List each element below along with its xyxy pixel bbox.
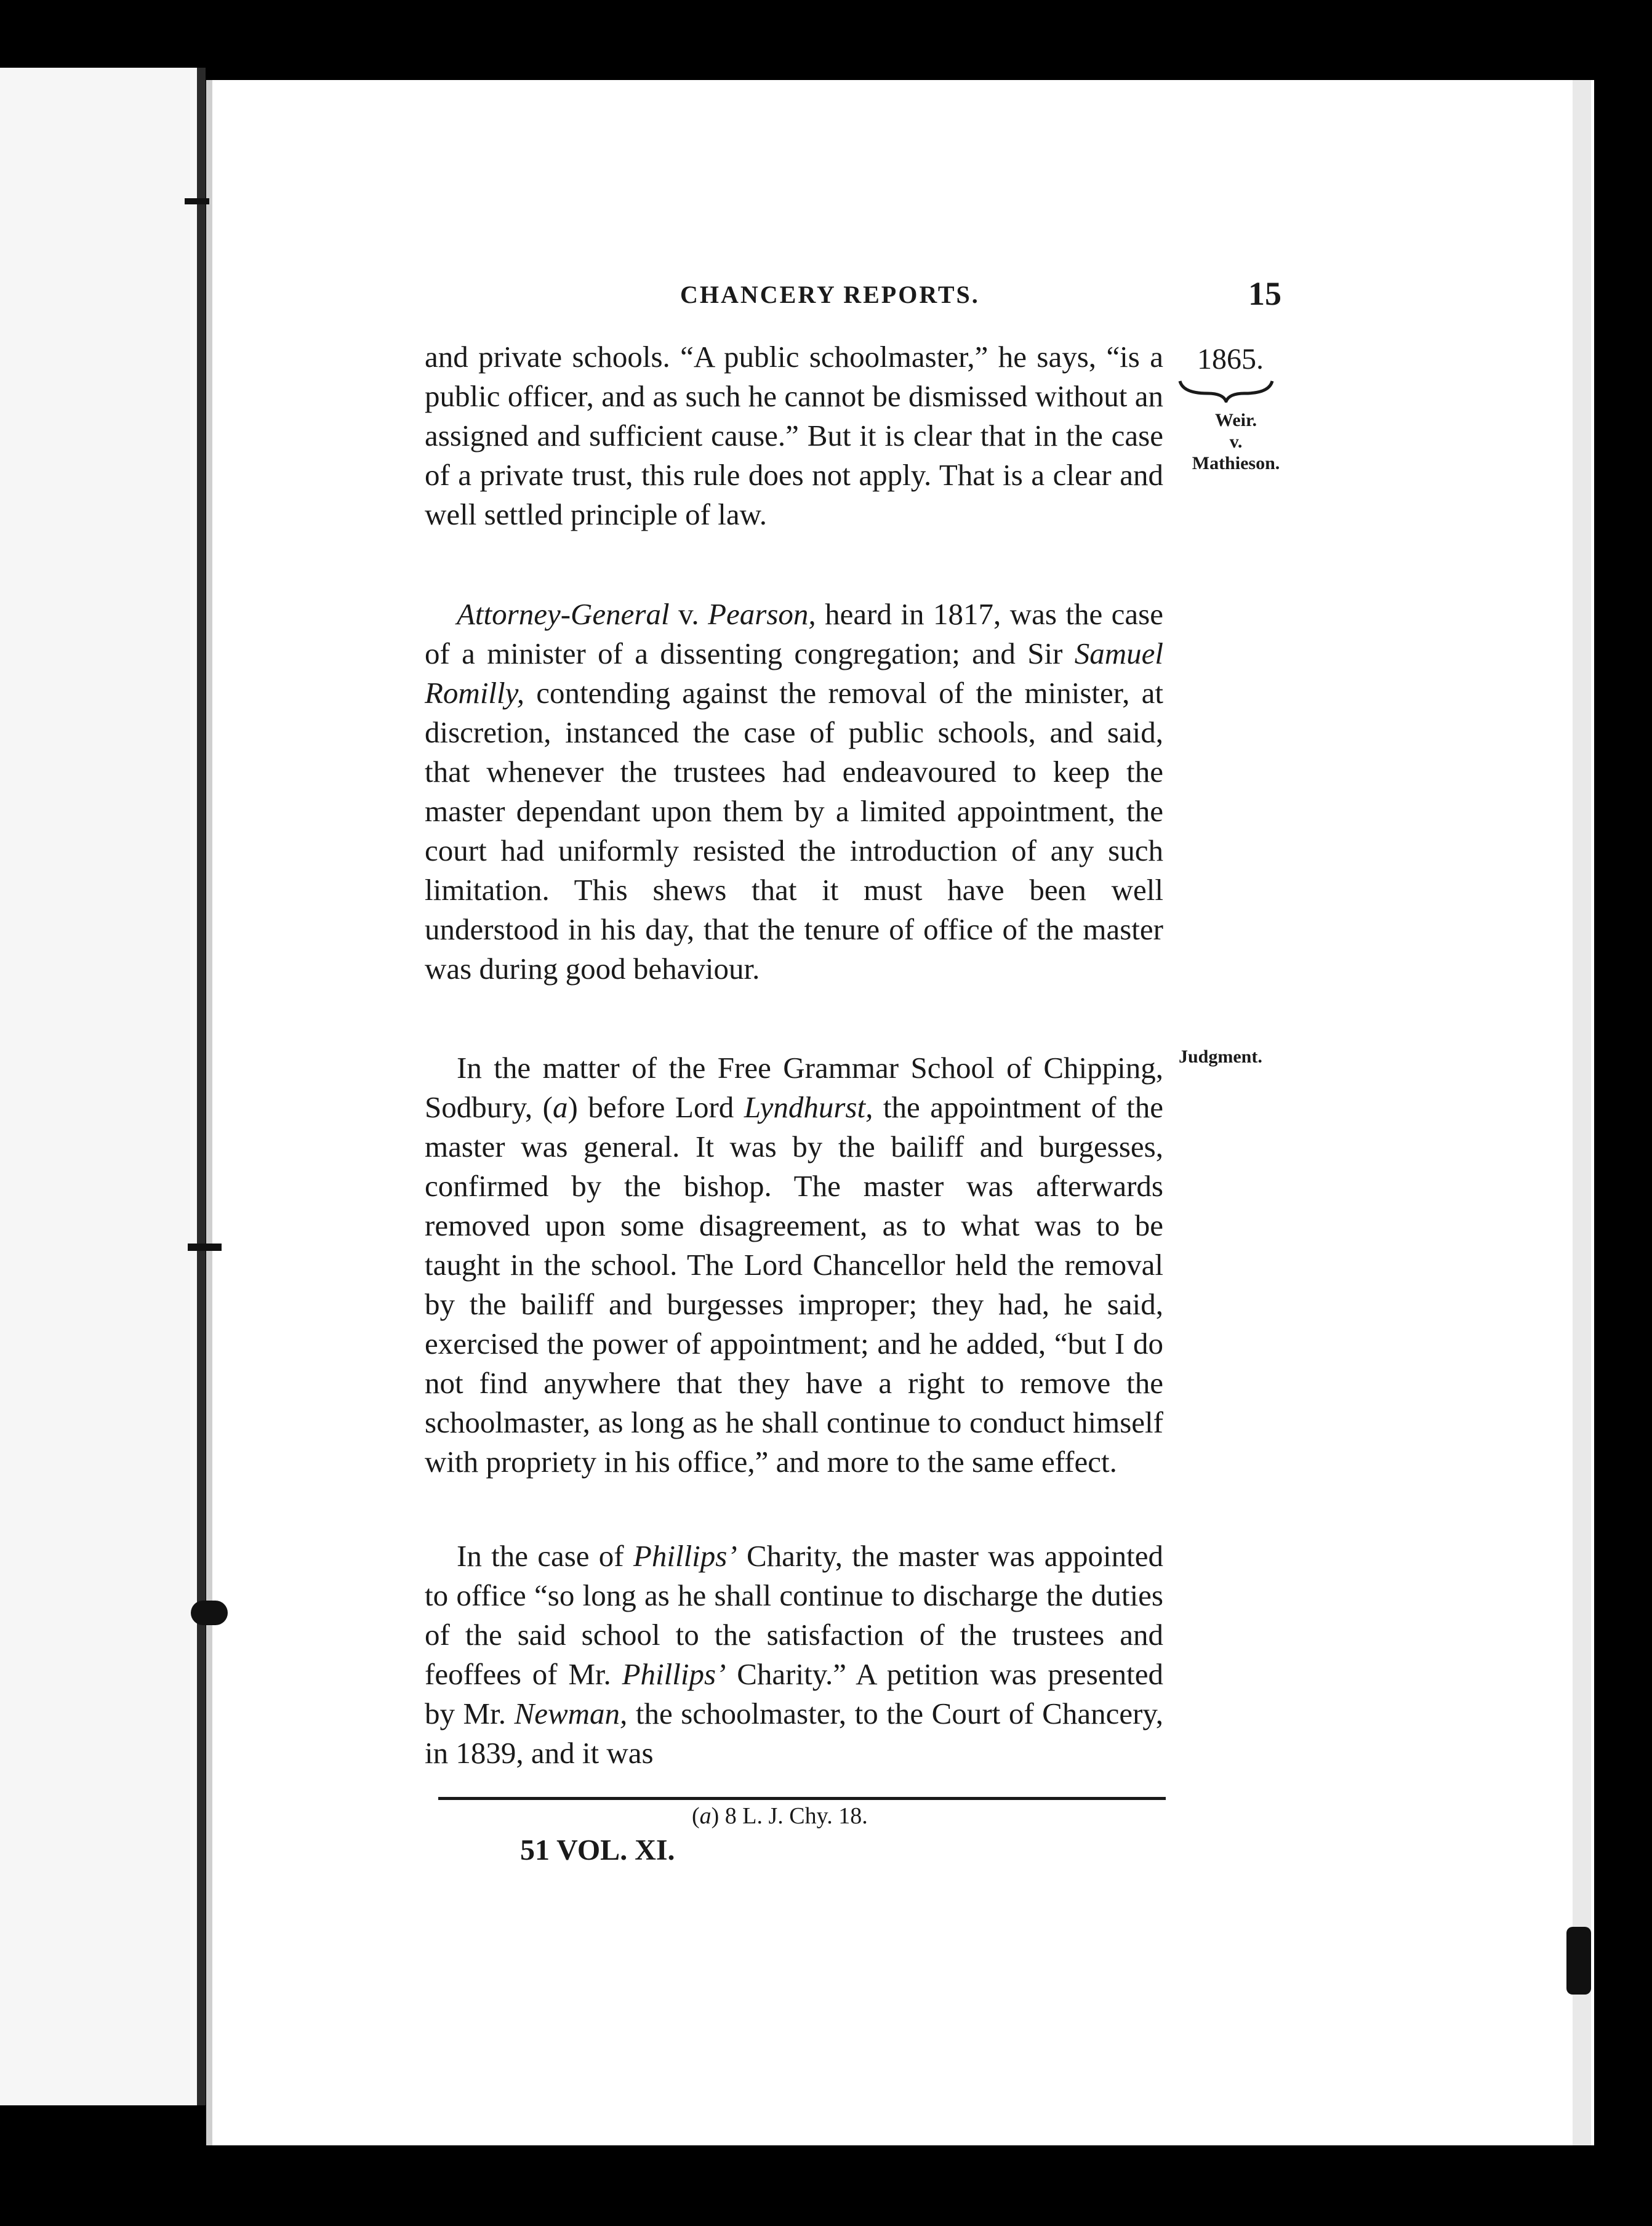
signature-mark: 51 VOL. XI. xyxy=(520,1834,675,1866)
running-header: CHANCERY REPORTS. xyxy=(680,281,980,308)
paragraph-3-run: a xyxy=(553,1090,568,1124)
scan-mark xyxy=(191,1601,228,1625)
paragraph-2-run: v. xyxy=(669,597,708,631)
case-parties xyxy=(1174,409,1297,474)
paragraph-4-run: Charity.” A petition was presented by Mr. xyxy=(425,1657,1163,1730)
footnote-rule xyxy=(438,1797,1166,1800)
party-1: Weir. xyxy=(1214,410,1257,430)
paragraph-4-run: Phillips’ xyxy=(622,1657,726,1691)
paragraph-2 xyxy=(425,595,1163,989)
page-right-edge xyxy=(1573,80,1591,2145)
paragraph-4-run: Newman, xyxy=(514,1697,628,1730)
paragraph-3-run: ) before Lord xyxy=(567,1090,744,1124)
paragraph-1 xyxy=(425,337,1163,534)
margin-year: 1865. xyxy=(1197,343,1264,376)
scan-mark xyxy=(1566,1927,1591,1995)
paragraph-2-run: Pearson, xyxy=(708,597,816,631)
paragraph-2-run: heard in 1817, was the case of a minister of a dissenting congregation; and Sir xyxy=(425,597,1163,670)
footnote xyxy=(692,1802,868,1830)
paragraph-2-run: contending against the removal of the minister, at discretion, instanced the case of public schools, and said, that whenever the trustees had endeavoured to keep the master dependant upon them by a limited appointment, the court had uniformly resisted the introduction of any such limitation. This shews that it must have been well understood in his day, that the tenure of office of the master was during good behaviour. xyxy=(425,676,1163,986)
judgment-label: Judgment. xyxy=(1179,1047,1262,1067)
party-2: Mathieson. xyxy=(1192,453,1280,473)
paragraph-4-run: Phillips’ xyxy=(633,1539,737,1573)
scan-mark xyxy=(185,198,209,204)
scan-mark xyxy=(188,1244,222,1251)
paragraph-4-run: the schoolmaster, to the Court of Chancery, in 1839, and it was xyxy=(425,1697,1163,1770)
paragraph-3-run: Lyndhurst, xyxy=(744,1090,873,1124)
footnote-run: ) 8 L. J. Chy. 18. xyxy=(711,1803,868,1829)
versus: v. xyxy=(1229,432,1243,452)
paragraph-3 xyxy=(425,1048,1163,1482)
brace-icon xyxy=(1177,378,1275,403)
footnote-run: ( xyxy=(692,1803,700,1829)
paragraph-2-run: Samuel Romilly, xyxy=(425,637,1163,710)
paragraph-4-run: In the case of xyxy=(457,1539,633,1573)
paragraph-3-run: In the matter of the Free Grammar School of Chipping, Sodbury, ( xyxy=(425,1051,1163,1124)
paragraph-1-run: and private schools. “A public schoolmaster,” he says, “is a public officer, and as such he cannot be dismissed without an assigned and sufficient cause.” But it is clear that in the case of a private trust, this rule does not apply. That is a clear and well settled principle of law. xyxy=(425,340,1163,531)
page-number: 15 xyxy=(1248,275,1281,312)
paragraph-4 xyxy=(425,1537,1163,1773)
paragraph-4-run: Charity, the master was appointed to office “so long as he shall continue to discharge the duties of the said school to the satisfaction of the trustees and feoffees of Mr. xyxy=(425,1539,1163,1691)
footnote-run: a xyxy=(699,1803,712,1829)
paragraph-2-run: Attorney-General xyxy=(457,597,670,631)
paragraph-3-run: the appointment of the master was general. It was by the bailiff and burgesses, confirmed by the bishop. The master was afterwards removed upon some disagreement, as to what was to be taught in the school. The Lord Chancellor held the removal by the bailiff and burgesses improper; they had, he said, exercised the power of appointment; and he added, “but I do not find anywhere that they have a right to remove the schoolmaster, as long as he shall continue to conduct himself with propriety in his office,” and more to the same effect. xyxy=(425,1090,1163,1479)
adjacent-page-edge xyxy=(0,68,206,2105)
